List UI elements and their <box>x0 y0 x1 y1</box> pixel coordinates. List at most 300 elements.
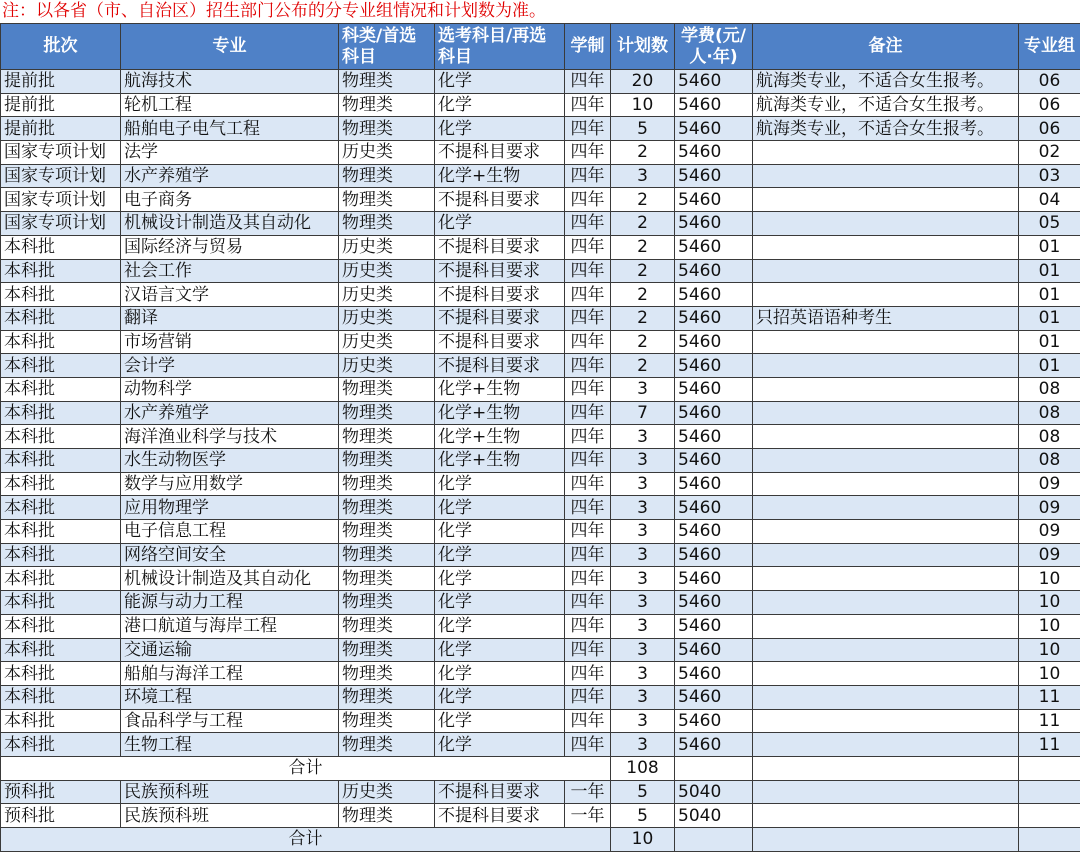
table-row <box>1 425 1080 449</box>
cell-plan: 3 <box>611 638 675 662</box>
cell-group: 09 <box>1019 472 1080 496</box>
cell-subject-type: 物理类 <box>339 496 435 520</box>
table-row <box>1 330 1080 354</box>
cell-plan: 3 <box>611 614 675 638</box>
cell-batch: 本科批 <box>1 283 121 307</box>
cell-elective: 不提科目要求 <box>435 259 565 283</box>
total-plan: 10 <box>611 828 675 852</box>
cell-remark <box>753 259 1019 283</box>
cell-plan: 3 <box>611 425 675 449</box>
cell-subject-type: 物理类 <box>339 449 435 473</box>
cell-duration: 四年 <box>565 733 611 757</box>
cell-major: 国际经济与贸易 <box>121 235 339 259</box>
cell-subject-type: 物理类 <box>339 638 435 662</box>
header-fee: 学费(元/ 人·年) <box>675 24 753 70</box>
cell-remark <box>753 283 1019 307</box>
cell-duration: 四年 <box>565 496 611 520</box>
cell-major: 民族预科班 <box>121 780 339 804</box>
cell-plan: 3 <box>611 164 675 188</box>
cell-elective: 化学 <box>435 709 565 733</box>
cell-fee: 5460 <box>675 543 753 567</box>
cell-subject-type: 物理类 <box>339 733 435 757</box>
cell-plan: 3 <box>611 543 675 567</box>
cell-elective: 不提科目要求 <box>435 354 565 378</box>
cell-remark <box>753 614 1019 638</box>
cell-duration: 四年 <box>565 141 611 165</box>
cell-plan: 7 <box>611 401 675 425</box>
cell-major: 航海技术 <box>121 70 339 94</box>
table-row <box>1 141 1080 165</box>
cell-group: 09 <box>1019 543 1080 567</box>
table-row <box>1 685 1080 709</box>
cell-group <box>1019 804 1080 828</box>
cell-batch: 本科批 <box>1 330 121 354</box>
cell-remark <box>753 330 1019 354</box>
cell-major: 船舶与海洋工程 <box>121 662 339 686</box>
cell-fee: 5460 <box>675 709 753 733</box>
cell-batch: 国家专项计划 <box>1 141 121 165</box>
cell-elective: 化学 <box>435 733 565 757</box>
cell-elective: 化学 <box>435 591 565 615</box>
cell-group: 11 <box>1019 709 1080 733</box>
cell-subject-type: 物理类 <box>339 662 435 686</box>
cell-batch: 本科批 <box>1 306 121 330</box>
cell-remark <box>753 472 1019 496</box>
cell-subject-type: 物理类 <box>339 685 435 709</box>
table-row <box>1 662 1080 686</box>
cell-duration: 一年 <box>565 780 611 804</box>
cell-subject-type: 物理类 <box>339 472 435 496</box>
cell-fee: 5460 <box>675 425 753 449</box>
cell-batch: 本科批 <box>1 496 121 520</box>
cell-plan: 3 <box>611 709 675 733</box>
cell-subject-type: 物理类 <box>339 93 435 117</box>
cell-major: 水产养殖学 <box>121 401 339 425</box>
cell-batch: 提前批 <box>1 117 121 141</box>
cell-elective: 不提科目要求 <box>435 188 565 212</box>
cell-major: 生物工程 <box>121 733 339 757</box>
cell-fee: 5460 <box>675 638 753 662</box>
table-row <box>1 449 1080 473</box>
cell-subject-type: 物理类 <box>339 614 435 638</box>
cell-elective: 化学 <box>435 567 565 591</box>
cell-plan: 2 <box>611 330 675 354</box>
cell-group: 05 <box>1019 212 1080 236</box>
cell-duration: 四年 <box>565 520 611 544</box>
cell-remark <box>753 354 1019 378</box>
cell-elective: 化学 <box>435 496 565 520</box>
cell-batch: 本科批 <box>1 401 121 425</box>
cell-batch: 本科批 <box>1 425 121 449</box>
cell-plan: 3 <box>611 733 675 757</box>
cell-fee: 5040 <box>675 804 753 828</box>
header-subject-type: 科类/首选 科目 <box>339 24 435 70</box>
cell-subject-type: 物理类 <box>339 377 435 401</box>
cell-group: 06 <box>1019 117 1080 141</box>
admission-plan-table <box>0 23 1080 852</box>
table-row <box>1 354 1080 378</box>
cell-remark <box>753 543 1019 567</box>
cell-batch: 本科批 <box>1 638 121 662</box>
cell-batch: 本科批 <box>1 685 121 709</box>
header-elective: 选考科目/再选 科目 <box>435 24 565 70</box>
cell-group: 10 <box>1019 638 1080 662</box>
header-group: 专业组 <box>1019 24 1080 70</box>
cell-major: 翻译 <box>121 306 339 330</box>
cell-batch: 本科批 <box>1 591 121 615</box>
cell-batch: 本科批 <box>1 662 121 686</box>
cell-duration: 四年 <box>565 638 611 662</box>
cell-fee: 5460 <box>675 449 753 473</box>
cell-subject-type: 历史类 <box>339 306 435 330</box>
cell-batch: 提前批 <box>1 93 121 117</box>
cell-fee: 5460 <box>675 591 753 615</box>
cell-remark <box>753 685 1019 709</box>
cell-group: 10 <box>1019 591 1080 615</box>
cell-fee: 5460 <box>675 259 753 283</box>
cell-batch: 本科批 <box>1 709 121 733</box>
cell-duration: 四年 <box>565 259 611 283</box>
table-row <box>1 591 1080 615</box>
cell-elective: 不提科目要求 <box>435 283 565 307</box>
cell-plan: 5 <box>611 804 675 828</box>
cell-subject-type: 历史类 <box>339 354 435 378</box>
cell-group: 01 <box>1019 354 1080 378</box>
cell-subject-type: 物理类 <box>339 164 435 188</box>
table-row <box>1 614 1080 638</box>
cell-remark <box>753 520 1019 544</box>
cell-batch: 国家专项计划 <box>1 188 121 212</box>
cell-fee: 5460 <box>675 685 753 709</box>
cell-elective: 化学+生物 <box>435 449 565 473</box>
table-row <box>1 188 1080 212</box>
cell-duration: 四年 <box>565 591 611 615</box>
cell-duration: 四年 <box>565 543 611 567</box>
table-row <box>1 733 1080 757</box>
cell-fee: 5460 <box>675 520 753 544</box>
cell-batch: 本科批 <box>1 235 121 259</box>
cell-major: 动物科学 <box>121 377 339 401</box>
cell-batch: 本科批 <box>1 567 121 591</box>
cell-remark <box>753 449 1019 473</box>
cell-plan: 3 <box>611 591 675 615</box>
cell-major: 港口航道与海岸工程 <box>121 614 339 638</box>
cell-fee: 5460 <box>675 354 753 378</box>
cell-group: 10 <box>1019 614 1080 638</box>
cell-plan: 3 <box>611 496 675 520</box>
cell-duration: 四年 <box>565 188 611 212</box>
cell-batch: 国家专项计划 <box>1 212 121 236</box>
cell-elective: 化学 <box>435 543 565 567</box>
table-row <box>1 804 1080 828</box>
cell-major: 能源与动力工程 <box>121 591 339 615</box>
cell-major: 应用物理学 <box>121 496 339 520</box>
cell-major: 汉语言文学 <box>121 283 339 307</box>
cell-major: 电子商务 <box>121 188 339 212</box>
cell-remark <box>753 733 1019 757</box>
cell-duration: 四年 <box>565 709 611 733</box>
cell-subject-type: 物理类 <box>339 709 435 733</box>
cell-subject-type: 物理类 <box>339 543 435 567</box>
cell-plan: 2 <box>611 283 675 307</box>
cell-fee: 5460 <box>675 306 753 330</box>
cell-duration: 四年 <box>565 401 611 425</box>
header-remark: 备注 <box>753 24 1019 70</box>
cell-subject-type: 物理类 <box>339 425 435 449</box>
cell-duration: 四年 <box>565 235 611 259</box>
cell-duration: 四年 <box>565 306 611 330</box>
cell-group: 09 <box>1019 520 1080 544</box>
cell-plan: 2 <box>611 212 675 236</box>
table-row <box>1 567 1080 591</box>
cell-major: 水产养殖学 <box>121 164 339 188</box>
cell-group: 01 <box>1019 283 1080 307</box>
cell-elective: 不提科目要求 <box>435 330 565 354</box>
cell-plan: 2 <box>611 354 675 378</box>
cell-remark <box>753 212 1019 236</box>
cell-elective: 不提科目要求 <box>435 804 565 828</box>
cell-group: 10 <box>1019 567 1080 591</box>
cell-fee: 5460 <box>675 496 753 520</box>
cell-batch: 本科批 <box>1 259 121 283</box>
header-plan: 计划数 <box>611 24 675 70</box>
cell-fee: 5460 <box>675 117 753 141</box>
cell-batch: 预科批 <box>1 804 121 828</box>
cell-batch: 预科批 <box>1 780 121 804</box>
cell-subject-type: 历史类 <box>339 141 435 165</box>
cell-remark <box>753 780 1019 804</box>
cell-batch: 本科批 <box>1 377 121 401</box>
cell-subject-type: 物理类 <box>339 212 435 236</box>
cell-group: 08 <box>1019 449 1080 473</box>
cell-duration: 四年 <box>565 212 611 236</box>
cell-group: 04 <box>1019 188 1080 212</box>
cell-elective: 不提科目要求 <box>435 141 565 165</box>
cell-major: 船舶电子电气工程 <box>121 117 339 141</box>
cell-major: 网络空间安全 <box>121 543 339 567</box>
table-row <box>1 543 1080 567</box>
cell-subject-type: 物理类 <box>339 117 435 141</box>
cell-elective: 化学 <box>435 662 565 686</box>
cell-fee: 5460 <box>675 70 753 94</box>
cell-plan: 3 <box>611 685 675 709</box>
cell-major: 环境工程 <box>121 685 339 709</box>
cell-plan: 2 <box>611 306 675 330</box>
table-row <box>1 117 1080 141</box>
cell-group: 10 <box>1019 662 1080 686</box>
cell-plan: 3 <box>611 472 675 496</box>
cell-fee: 5460 <box>675 141 753 165</box>
table-row <box>1 780 1080 804</box>
header-major: 专业 <box>121 24 339 70</box>
cell-duration: 四年 <box>565 425 611 449</box>
cell-plan: 2 <box>611 235 675 259</box>
header-duration: 学制 <box>565 24 611 70</box>
cell-subject-type: 物理类 <box>339 520 435 544</box>
table-row <box>1 283 1080 307</box>
table-row <box>1 235 1080 259</box>
cell-batch: 本科批 <box>1 472 121 496</box>
cell-group: 08 <box>1019 425 1080 449</box>
cell-fee: 5460 <box>675 330 753 354</box>
cell-subject-type: 历史类 <box>339 330 435 354</box>
table-row <box>1 212 1080 236</box>
cell-major: 水生动物医学 <box>121 449 339 473</box>
cell-group: 06 <box>1019 70 1080 94</box>
cell-plan: 2 <box>611 188 675 212</box>
cell-elective: 化学 <box>435 685 565 709</box>
cell-duration: 四年 <box>565 93 611 117</box>
total-row-main <box>1 756 1080 780</box>
cell-duration: 四年 <box>565 117 611 141</box>
cell-major: 海洋渔业科学与技术 <box>121 425 339 449</box>
cell-remark <box>753 804 1019 828</box>
table-row <box>1 164 1080 188</box>
cell-elective: 化学+生物 <box>435 164 565 188</box>
cell-remark: 只招英语语种考生 <box>753 306 1019 330</box>
cell-group <box>1019 780 1080 804</box>
cell-duration: 四年 <box>565 330 611 354</box>
table-row <box>1 259 1080 283</box>
total-row-prep <box>1 828 1080 852</box>
cell-plan: 3 <box>611 377 675 401</box>
cell-fee: 5460 <box>675 283 753 307</box>
total-label: 合计 <box>1 756 611 780</box>
cell-batch: 本科批 <box>1 449 121 473</box>
table-row <box>1 496 1080 520</box>
cell-elective: 不提科目要求 <box>435 780 565 804</box>
cell-remark <box>753 662 1019 686</box>
cell-duration: 四年 <box>565 354 611 378</box>
cell-group: 01 <box>1019 259 1080 283</box>
cell-group: 09 <box>1019 496 1080 520</box>
table-row <box>1 709 1080 733</box>
cell-duration: 四年 <box>565 283 611 307</box>
cell-group: 03 <box>1019 164 1080 188</box>
cell-batch: 本科批 <box>1 543 121 567</box>
cell-elective: 化学 <box>435 638 565 662</box>
cell-fee: 5460 <box>675 733 753 757</box>
cell-group: 01 <box>1019 235 1080 259</box>
cell-subject-type: 历史类 <box>339 283 435 307</box>
cell-remark <box>753 709 1019 733</box>
cell-duration: 四年 <box>565 377 611 401</box>
cell-duration: 四年 <box>565 70 611 94</box>
cell-major: 轮机工程 <box>121 93 339 117</box>
cell-major: 数学与应用数学 <box>121 472 339 496</box>
table-row <box>1 520 1080 544</box>
cell-major: 民族预科班 <box>121 804 339 828</box>
cell-fee: 5460 <box>675 235 753 259</box>
cell-duration: 四年 <box>565 614 611 638</box>
cell-elective: 不提科目要求 <box>435 235 565 259</box>
cell-remark <box>753 638 1019 662</box>
cell-elective: 化学 <box>435 614 565 638</box>
cell-fee: 5040 <box>675 780 753 804</box>
cell-subject-type: 历史类 <box>339 259 435 283</box>
cell-elective: 化学 <box>435 70 565 94</box>
total-label: 合计 <box>1 828 611 852</box>
cell-remark <box>753 235 1019 259</box>
cell-remark <box>753 188 1019 212</box>
cell-group: 02 <box>1019 141 1080 165</box>
cell-plan: 3 <box>611 520 675 544</box>
table-row <box>1 70 1080 94</box>
cell-plan: 3 <box>611 662 675 686</box>
cell-group: 11 <box>1019 685 1080 709</box>
table-row <box>1 472 1080 496</box>
cell-remark <box>753 496 1019 520</box>
cell-duration: 四年 <box>565 449 611 473</box>
cell-remark <box>753 591 1019 615</box>
cell-elective: 化学 <box>435 520 565 544</box>
cell-batch: 本科批 <box>1 354 121 378</box>
cell-elective: 化学+生物 <box>435 377 565 401</box>
cell-batch: 提前批 <box>1 70 121 94</box>
cell-major: 交通运输 <box>121 638 339 662</box>
table-row <box>1 401 1080 425</box>
cell-duration: 四年 <box>565 662 611 686</box>
cell-batch: 本科批 <box>1 614 121 638</box>
cell-subject-type: 物理类 <box>339 804 435 828</box>
cell-duration: 四年 <box>565 472 611 496</box>
cell-duration: 四年 <box>565 164 611 188</box>
table-row <box>1 306 1080 330</box>
cell-elective: 化学 <box>435 117 565 141</box>
cell-major: 机械设计制造及其自动化 <box>121 567 339 591</box>
cell-remark <box>753 567 1019 591</box>
table-row <box>1 93 1080 117</box>
cell-group: 01 <box>1019 330 1080 354</box>
cell-subject-type: 物理类 <box>339 401 435 425</box>
cell-fee: 5460 <box>675 188 753 212</box>
cell-remark <box>753 164 1019 188</box>
cell-fee: 5460 <box>675 377 753 401</box>
cell-elective: 化学 <box>435 93 565 117</box>
cell-plan: 3 <box>611 567 675 591</box>
cell-group: 01 <box>1019 306 1080 330</box>
cell-major: 会计学 <box>121 354 339 378</box>
cell-elective: 化学+生物 <box>435 401 565 425</box>
cell-fee: 5460 <box>675 662 753 686</box>
cell-plan: 20 <box>611 70 675 94</box>
header-row <box>1 24 1080 70</box>
cell-group: 11 <box>1019 733 1080 757</box>
cell-duration: 一年 <box>565 804 611 828</box>
cell-major: 社会工作 <box>121 259 339 283</box>
cell-remark <box>753 377 1019 401</box>
cell-remark <box>753 425 1019 449</box>
cell-duration: 四年 <box>565 685 611 709</box>
cell-remark: 航海类专业，不适合女生报考。 <box>753 70 1019 94</box>
note-text: 注：以各省（市、自治区）招生部门公布的分专业组情况和计划数为准。 <box>2 1 546 21</box>
cell-duration: 四年 <box>565 567 611 591</box>
cell-fee: 5460 <box>675 212 753 236</box>
cell-fee: 5460 <box>675 401 753 425</box>
cell-plan: 10 <box>611 93 675 117</box>
cell-fee: 5460 <box>675 614 753 638</box>
cell-major: 电子信息工程 <box>121 520 339 544</box>
cell-remark <box>753 401 1019 425</box>
cell-plan: 5 <box>611 117 675 141</box>
cell-subject-type: 历史类 <box>339 235 435 259</box>
table-row <box>1 638 1080 662</box>
header-batch: 批次 <box>1 24 121 70</box>
total-plan: 108 <box>611 756 675 780</box>
cell-group: 06 <box>1019 93 1080 117</box>
cell-elective: 化学+生物 <box>435 425 565 449</box>
cell-plan: 2 <box>611 259 675 283</box>
